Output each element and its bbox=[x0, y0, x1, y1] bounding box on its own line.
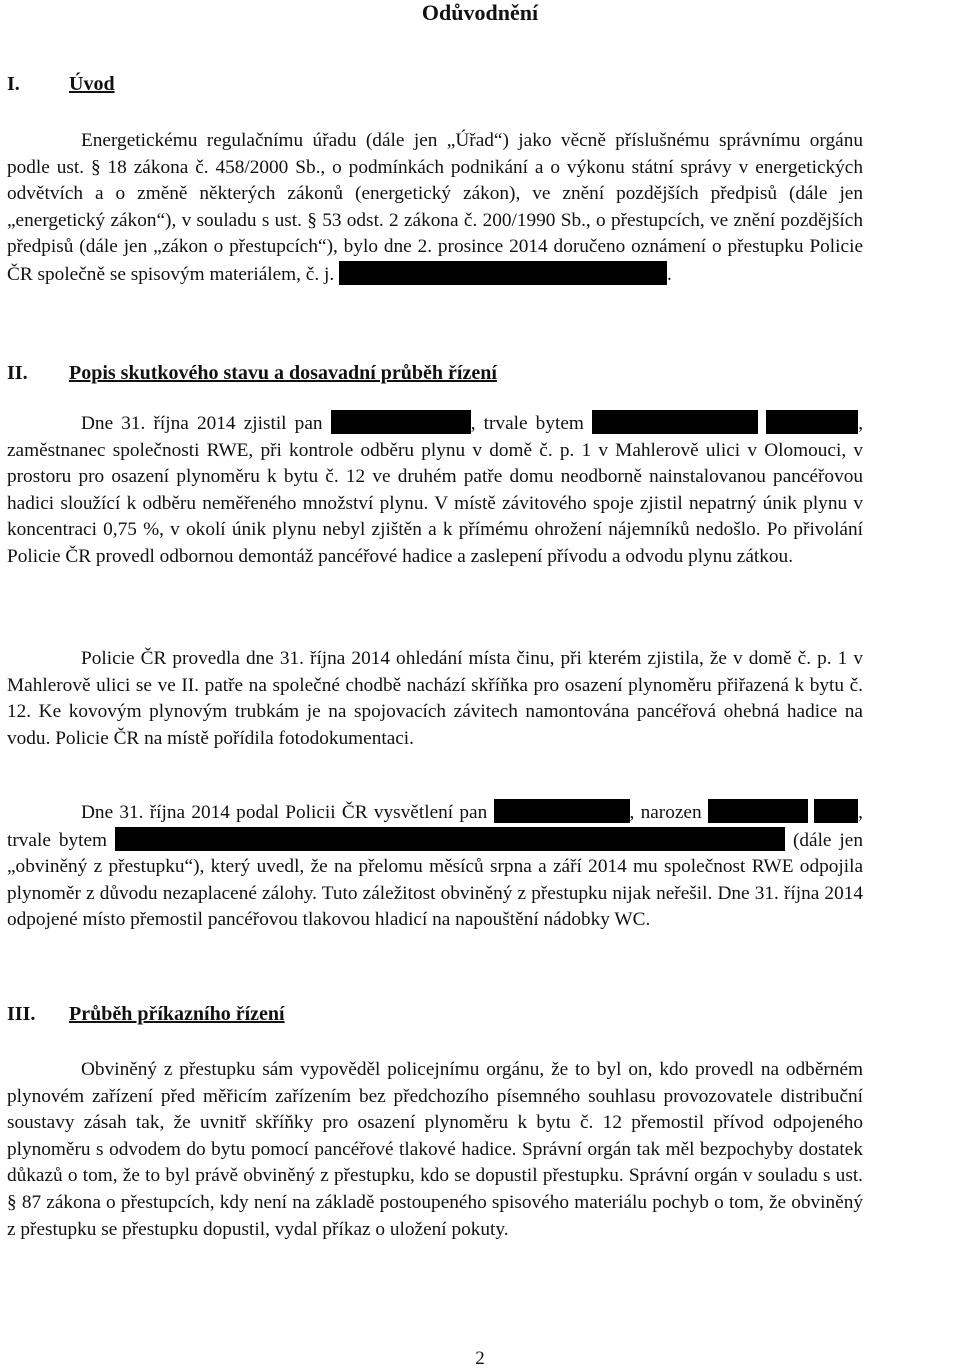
redaction-block bbox=[766, 410, 858, 434]
paragraph-text: Dne 31. října 2014 podal Policii ČR vysvětlení pan bbox=[81, 802, 488, 823]
section-heading-facts bbox=[7, 362, 497, 385]
section-number: II. bbox=[7, 362, 28, 384]
section-number: III. bbox=[7, 1003, 36, 1025]
paragraph-text: , trvale bytem bbox=[7, 802, 863, 851]
redaction-block bbox=[814, 799, 858, 823]
section-heading-intro bbox=[7, 73, 115, 96]
paragraph-text: , zaměstnanec společnosti RWE, při kontrole odběru plynu v domě č. p. 1 v Mahlerově ulici v Olomouci, v prostoru pro osazení plynoměru k bytu č. 12 ve druhém patře domu neodborně nainstalovanou pancéřovou hadici sloužící k odběru neměřeného množství plynu. V místě závitového spoje zjistil nepatrný únik plynu v koncentraci 0,75 %, v okolí únik plynu nebyl zjištěn a k přímému ohrožení nájemníků nedošlo. Po přivolání Policie ČR provedl odbornou demontáž pancéřové hadice a zaslepení přívodu a odvodu plynu zátkou. bbox=[7, 413, 864, 567]
redaction-block bbox=[708, 799, 808, 823]
paragraph-text: . bbox=[667, 263, 672, 285]
paragraph-text: (dále jen „obviněný z přestupku“), který uvedl, že na přelomu měsíců srpna a září 2014 mu společnost RWE odpojila plynoměr z důvodu nezaplacené zálohy. Tuto záležitost obviněný z přestupku nijak neřešil. Dne 31. října 2014 odpojené místo přemostil pancéřovou tlakovou hladicí na napouštění nádobky WC. bbox=[7, 829, 863, 931]
paragraph-text: Energetickému regulačnímu úřadu (dále jen „Úřad“) jako věcně příslušnému správnímu orgánu podle ust. § 18 zákona č. 458/2000 Sb., o podmínkách podnikání a o výkonu státní správy v energetických odvětvích a o změně některých zákonů (energetický zákon), ve znění pozdějších předpisů (dále jen „energetický zákon“), v souladu s ust. § 53 odst. 2 zákona č. 200/1990 Sb., o přestupcích, ve znění pozdějších předpisů (dále jen „zákon o přestupcích“), bylo dne 2. prosince 2014 doručeno oznámení o přestupku Policie ČR společně se spisovým materiálem, č. j. bbox=[7, 130, 863, 285]
redaction-block bbox=[592, 410, 758, 434]
proceedings-paragraph: Obviněný z přestupku sám vypověděl policejnímu orgánu, že to byl on, kdo provedl na odběrném plynovém zařízení před měřicím zařízením bez předchozího písemného souhlasu provozovatele distribuční soustavy zásah tak, že uvnitř skříňky pro osazení plynoměru k bytu č. 12 přemostil přívod odpojeného plynoměru s odvodem do bytu pomocí pancéřové tlakové hadice. Správní orgán tak měl bezpochyby dostatek důkazů o tom, že to byl právě obviněný z přestupku, kdo se dopustil přestupku. Správní orgán v souladu s ust. § 87 zákona o přestupcích, kdy není na základě postoupeného spisového materiálu pochyb o tom, že obviněný z přestupku se přestupku dopustil, vydal příkaz o uložení pokuty. bbox=[7, 1059, 863, 1240]
section-heading-proceedings bbox=[7, 1003, 285, 1026]
facts-paragraph-1 bbox=[7, 410, 863, 571]
redaction-block bbox=[339, 261, 667, 285]
section-title: Průběh příkazního řízení bbox=[69, 1003, 285, 1025]
paragraph-text: Dne 31. října 2014 zjistil pan bbox=[81, 413, 323, 434]
redaction-block bbox=[115, 827, 785, 851]
redaction-block bbox=[494, 799, 630, 823]
redaction-block bbox=[331, 410, 471, 434]
paragraph-text: , trvale bytem bbox=[470, 413, 584, 434]
facts-paragraph-2: Policie ČR provedla dne 31. října 2014 ohledání místa činu, při kterém zjistila, že v domě č. p. 1 v Mahlerově ulici se ve II. patře na společné chodbě nachází skříňka pro osazení plynoměru přiřazená k bytu č. 12. Ke kovovým plynovým trubkám je na spojovacích závitech namontována pancéřová ohebná hadice na vodu. Policie ČR na místě pořídila fotodokumentaci. bbox=[7, 648, 863, 749]
page-number: 2 bbox=[475, 1348, 485, 1369]
section-title: Popis skutkového stavu a dosavadní průběh řízení bbox=[69, 362, 497, 384]
paragraph-text: , narozen bbox=[629, 802, 702, 823]
section-number: I. bbox=[7, 73, 20, 95]
section-title: Úvod bbox=[69, 73, 115, 95]
document-title: Odůvodnění bbox=[421, 0, 539, 25]
facts-paragraph-3 bbox=[7, 799, 863, 934]
intro-paragraph bbox=[7, 128, 863, 289]
